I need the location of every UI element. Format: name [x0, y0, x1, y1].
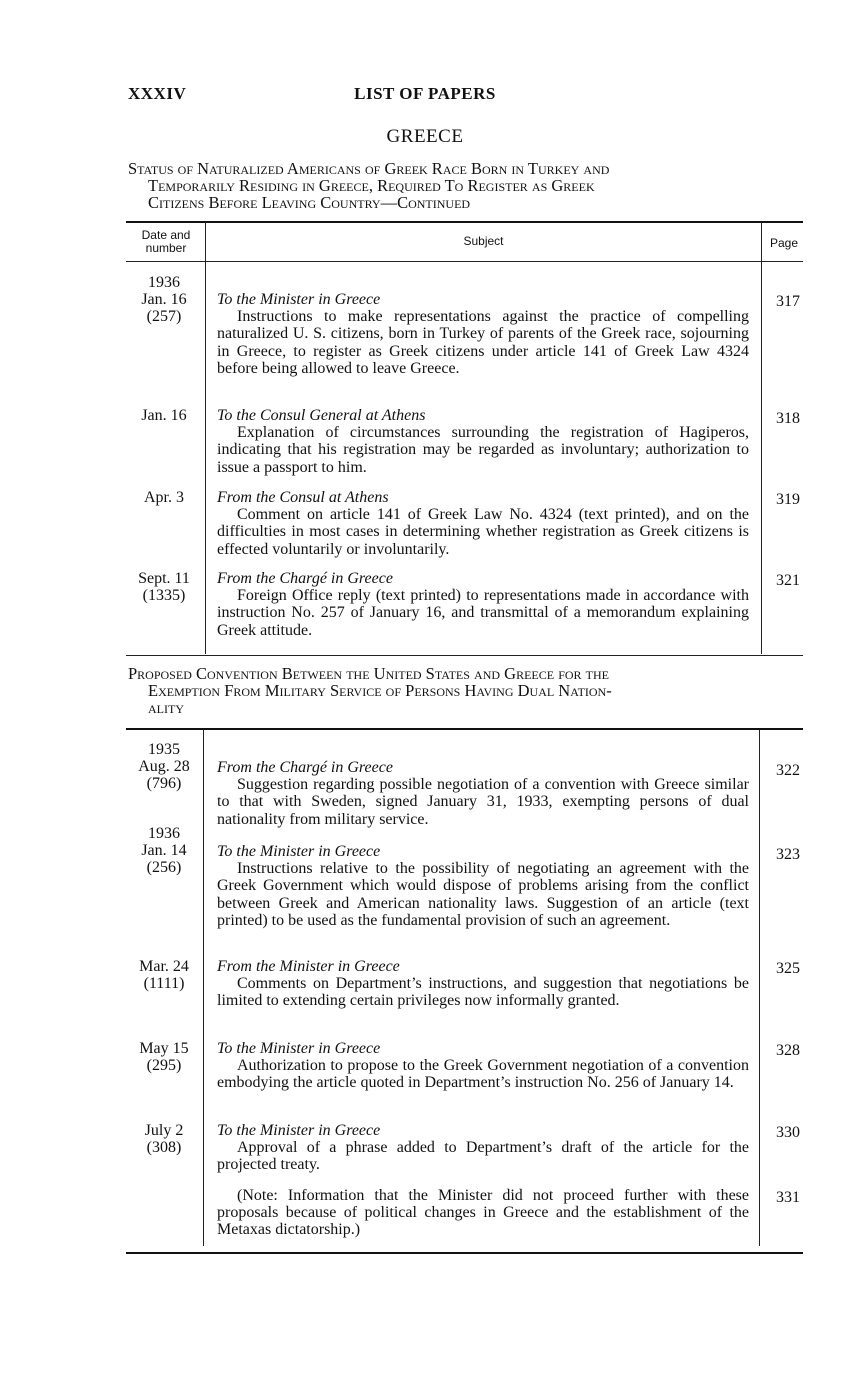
- entry-date: Mar. 24 (1111): [139, 958, 189, 993]
- entry-page: 330: [776, 1124, 800, 1141]
- entry-date: 1936 Jan. 16 (257): [141, 274, 187, 326]
- section-title-line: Exemption From Military Service of Persons Having Dual Nation-: [148, 681, 612, 700]
- country-heading: GREECE: [386, 126, 464, 147]
- column-divider: [759, 730, 760, 1246]
- entry-page: 317: [776, 293, 800, 310]
- section-title-line: Temporarily Residing in Greece, Required To Register as Greek: [148, 176, 595, 195]
- entry-date: 1936 Jan. 14 (256): [141, 825, 187, 877]
- entry-page: 325: [776, 960, 800, 977]
- entry-date: Sept. 11 (1335): [138, 570, 190, 605]
- list-item: [217, 407, 749, 476]
- entry-addressee: From the Chargé in Greece: [217, 759, 393, 776]
- entry-summary: Comments on Department’s instructions, and suggestion that negotiations be limited to extending certain privileges now informally granted.: [217, 975, 749, 1010]
- entry-summary: Comment on article 141 of Greek Law No. 4324 (text printed), and on the difficulties in most cases in determining whether registration as Greek citizens is effected voluntarily or involuntarily.: [217, 506, 749, 558]
- column-header-subject: Subject: [463, 234, 504, 248]
- entry-date: July 2 (308): [144, 1122, 184, 1157]
- list-item: [217, 291, 749, 377]
- entry-date: Jan. 16: [141, 407, 187, 424]
- entry-addressee: To the Minister in Greece: [217, 1122, 381, 1139]
- table-bottom-rule: [126, 655, 803, 656]
- list-item: [217, 958, 749, 1010]
- entry-addressee: From the Chargé in Greece: [217, 570, 393, 587]
- entry-page: 331: [776, 1189, 800, 1206]
- entry-page: 322: [776, 762, 800, 779]
- section-title: [128, 665, 804, 716]
- entry-summary: Instructions to make representations against the practice of compelling naturalized U. S. citizens, born in Turkey of parents of the Greek race, sojourning in Greece, to register as Greek citizens under article 141 of Greek Law 4324 before being allowed to leave Greece.: [217, 308, 749, 377]
- entry-page: 328: [776, 1042, 800, 1059]
- section-title: [128, 160, 804, 211]
- entry-page: 321: [776, 572, 800, 589]
- table-bottom-rule: [126, 1252, 803, 1254]
- page-number: XXXIV: [128, 84, 187, 103]
- entry-summary: Authorization to propose to the Greek Government negotiation of a convention embodying the article quoted in Department’s instruction No. 256 of January 14.: [217, 1057, 749, 1092]
- table-top-rule: [126, 221, 803, 223]
- section-title-line: Proposed Convention Between the United States and Greece for the: [128, 664, 609, 683]
- table-top-rule: [126, 728, 803, 730]
- column-header-page: Page: [769, 236, 799, 250]
- entry-addressee: To the Minister in Greece: [217, 291, 381, 308]
- column-divider: [205, 222, 206, 654]
- list-item: [217, 570, 749, 639]
- entry-summary: Foreign Office reply (text printed) to representations made in accordance with instruction No. 257 of January 16, and transmittal of a memorandum explaining Greek attitude.: [217, 587, 749, 639]
- entry-summary: Suggestion regarding possible negotiation of a convention with Greece similar to that with Sweden, signed January 31, 1933, exempting persons of dual nationality from military service.: [217, 776, 749, 828]
- entry-page: 318: [776, 410, 800, 427]
- entry-summary: Instructions relative to the possibility of negotiating an agreement with the Greek Government which would dispose of problems arising from the conflict between Greek and American nationality laws. Suggestion of an article (text printed) to be used as the fundamental provision of such an agreement.: [217, 860, 749, 929]
- section-title-line: ality: [148, 698, 184, 717]
- entry-addressee: From the Consul at Athens: [217, 489, 389, 506]
- table-header-rule: [126, 261, 803, 262]
- entry-addressee: To the Consul General at Athens: [217, 407, 426, 424]
- entry-date: 1935 Aug. 28 (796): [138, 741, 190, 793]
- entry-page: 319: [776, 491, 800, 508]
- entry-page: 323: [776, 846, 800, 863]
- entry-summary: Approval of a phrase added to Department’s draft of the article for the projected treaty.: [217, 1139, 749, 1174]
- entry-addressee: To the Minister in Greece: [217, 843, 381, 860]
- running-title: LIST OF PAPERS: [354, 84, 496, 103]
- list-item: [217, 489, 749, 558]
- entry-note: (Note: Information that the Minister did not proceed further with these proposals because of political changes in Greece and the establishment of the Metaxas dictatorship.): [217, 1187, 749, 1239]
- column-divider: [761, 222, 762, 654]
- list-item: [217, 843, 749, 929]
- entry-date: May 15 (295): [139, 1040, 189, 1075]
- list-item: [217, 1122, 749, 1174]
- column-header-date: Date and number: [141, 228, 191, 255]
- list-item: [217, 759, 749, 828]
- section-title-line: Citizens Before Leaving Country—Continued: [148, 193, 471, 212]
- list-item: [217, 1187, 749, 1239]
- entry-date: Apr. 3: [144, 489, 184, 506]
- section-title-line: Status of Naturalized Americans of Greek Race Born in Turkey and: [128, 159, 610, 178]
- entry-addressee: To the Minister in Greece: [217, 1040, 381, 1057]
- entry-summary: Explanation of circumstances surrounding the registration of Hagiperos, indicating that his registration may be regarded as involuntary; authorization to issue a passport to him.: [217, 424, 749, 476]
- entry-addressee: From the Minister in Greece: [217, 958, 400, 975]
- list-item: [217, 1040, 749, 1092]
